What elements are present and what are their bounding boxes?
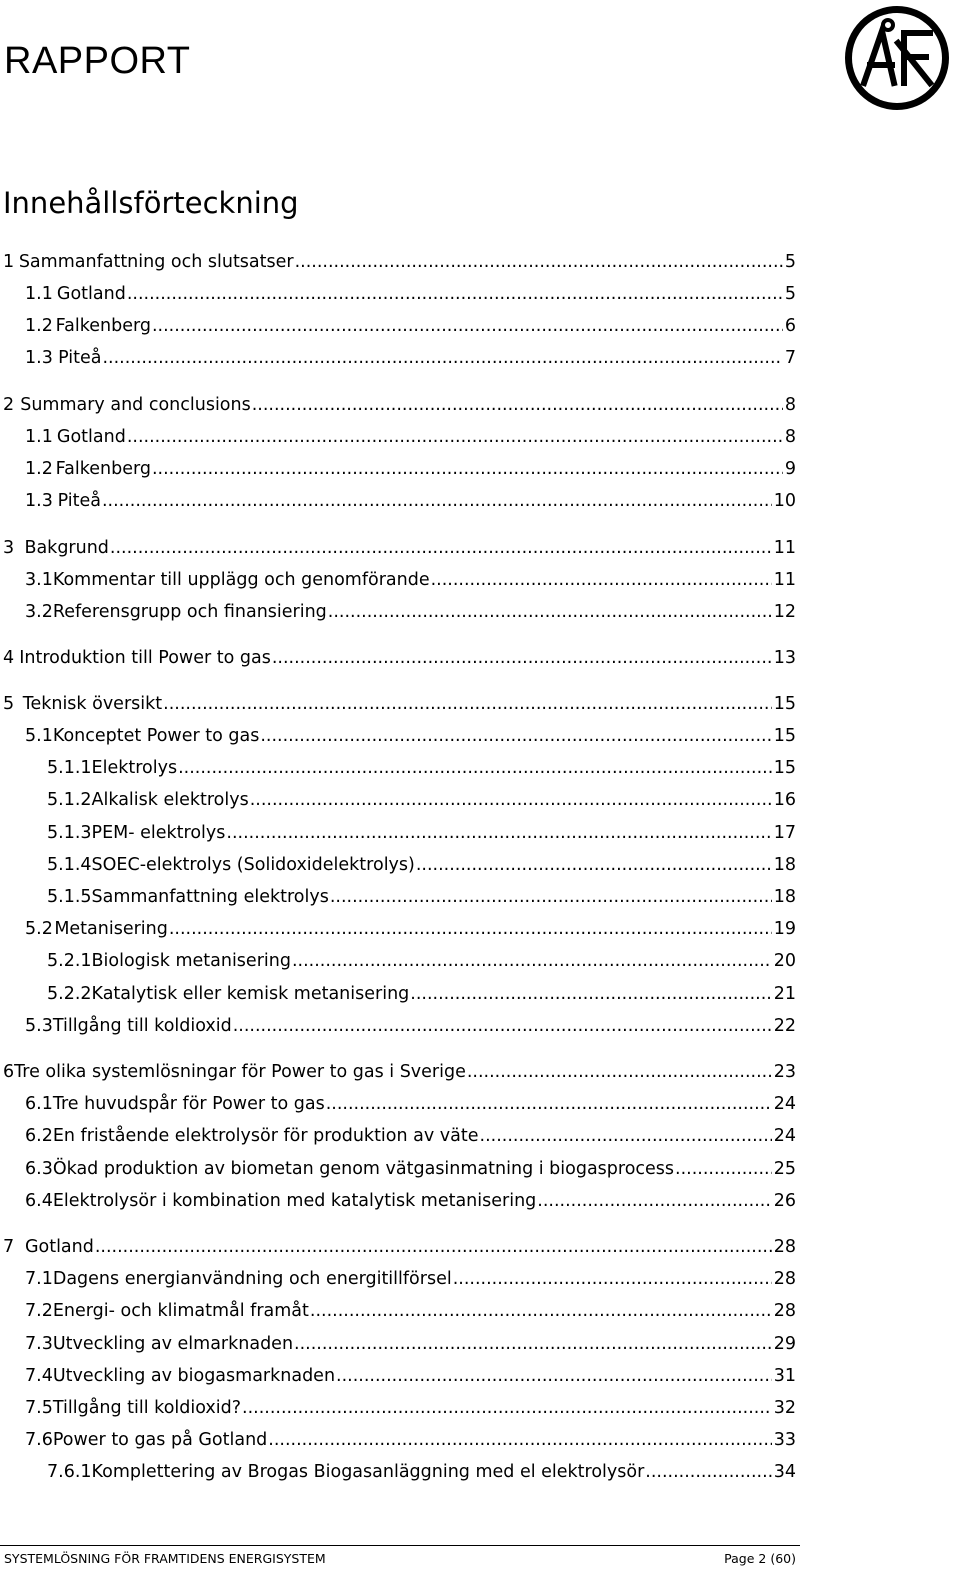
toc-entry-page: 32 (773, 1398, 796, 1418)
toc-entry-number: 6.2 (25, 1126, 53, 1146)
toc-entry[interactable] (47, 787, 796, 813)
toc-entry-number: 1.3 (25, 491, 53, 511)
toc-entry-page: 11 (773, 538, 796, 558)
toc-entry[interactable] (47, 981, 796, 1007)
footer-document-title: SYSTEMLÖSNING FÖR FRAMTIDENS ENERGISYSTEM (4, 1551, 326, 1566)
toc-dot-leader (252, 392, 783, 418)
toc-entry-number: 1.1 (25, 427, 53, 447)
toc-dot-leader (295, 249, 783, 275)
toc-entry-page: 11 (773, 570, 796, 590)
toc-dot-leader (675, 1156, 772, 1182)
toc-entry-label: Tillgång till koldioxid (52, 1016, 232, 1036)
toc-entry-number: 5.1 (25, 726, 53, 746)
toc-entry-label: Utveckling av biogasmarknaden (52, 1366, 336, 1386)
toc-entry-label: Utveckling av elmarknaden (52, 1334, 294, 1354)
toc-entry-number: 2 (3, 395, 15, 415)
toc-entry-page: 24 (773, 1126, 796, 1146)
toc-entry-label: Sammanfattning elektrolys (91, 887, 329, 907)
toc-entry[interactable] (25, 567, 796, 593)
footer-page-number: Page 2 (60) (724, 1551, 796, 1566)
toc-entry-page: 12 (773, 602, 796, 622)
toc-entry-page: 8 (784, 395, 796, 415)
toc-entry-number: 5.3 (25, 1016, 53, 1036)
toc-entry-label: Teknisk översikt (22, 694, 163, 714)
toc-dot-leader (178, 755, 772, 781)
toc-entry-page: 22 (773, 1016, 796, 1036)
toc-entry-label: Tre olika systemlösningar för Power to gas i Sverige (14, 1062, 466, 1082)
toc-entry-label: Gotland (24, 1237, 94, 1257)
toc-dot-leader (250, 787, 772, 813)
toc-entry[interactable] (25, 1266, 796, 1292)
toc-entry-page: 34 (773, 1462, 796, 1482)
toc-entry-page: 15 (773, 726, 796, 746)
toc-entry-page: 9 (784, 459, 796, 479)
toc-dot-leader (336, 1363, 772, 1389)
toc-entry[interactable] (47, 1459, 796, 1485)
toc-dot-leader (453, 1266, 772, 1292)
toc-entry-number: 7.6.1 (47, 1462, 92, 1482)
toc-entry-number: 6.1 (25, 1094, 53, 1114)
toc-dot-leader (152, 313, 783, 339)
toc-entry[interactable] (47, 820, 796, 846)
toc-dot-leader (431, 567, 772, 593)
toc-entry-page: 28 (773, 1269, 796, 1289)
toc-entry[interactable] (25, 1331, 796, 1357)
toc-entry[interactable] (3, 535, 796, 561)
toc-entry-label: Ökad produktion av biometan genom vätgasinmatning i biogasprocess (52, 1159, 675, 1179)
toc-entry-number: 7.4 (25, 1366, 53, 1386)
toc-dot-leader (152, 456, 783, 482)
toc-entry-page: 23 (773, 1062, 796, 1082)
toc-entry-label: Alkalisk elektrolys (91, 790, 249, 810)
toc-entry[interactable] (25, 345, 796, 371)
toc-entry[interactable] (25, 1298, 796, 1324)
toc-dot-leader (260, 723, 771, 749)
toc-dot-leader (95, 1234, 772, 1260)
toc-entry-page: 20 (773, 951, 796, 971)
toc-dot-leader (226, 820, 771, 846)
toc-entry-label: Komplettering av Brogas Biogasanläggning med el elektrolysör (91, 1462, 645, 1482)
toc-entry[interactable] (3, 392, 796, 418)
toc-entry[interactable] (47, 852, 796, 878)
toc-entry-label: Katalytisk eller kemisk metanisering (91, 984, 410, 1004)
toc-dot-leader (110, 535, 772, 561)
toc-entry[interactable] (47, 948, 796, 974)
toc-entry-page: 16 (773, 790, 796, 810)
toc-entry[interactable] (25, 1427, 796, 1453)
toc-entry[interactable] (25, 1156, 796, 1182)
toc-entry-label: Tillgång till koldioxid? (52, 1398, 242, 1418)
toc-entry-label: Falkenberg (55, 316, 151, 336)
toc-entry-label: Sammanfattning och slutsatser (18, 252, 294, 272)
toc-entry-page: 31 (773, 1366, 796, 1386)
toc-entry-label: Bakgrund (24, 538, 109, 558)
toc-title: Innehållsförteckning (3, 186, 299, 220)
toc-entry-number: 1.3 (25, 348, 53, 368)
toc-entry-page: 10 (773, 491, 796, 511)
toc-dot-leader (102, 345, 782, 371)
toc-entry-page: 5 (784, 252, 796, 272)
toc-dot-leader (242, 1395, 772, 1421)
toc-entry-label: Energi- och klimatmål framåt (52, 1301, 309, 1321)
toc-entry-number: 6 (3, 1062, 15, 1082)
toc-dot-leader (645, 1459, 771, 1485)
toc-entry-label: Konceptet Power to gas (52, 726, 260, 746)
toc-entry-number: 5.1.2 (47, 790, 92, 810)
toc-entry[interactable] (25, 313, 796, 339)
toc-entry-number: 7.6 (25, 1430, 53, 1450)
toc-dot-leader (467, 1059, 772, 1085)
toc-entry-number: 5.2.2 (47, 984, 92, 1004)
toc-entry-label: Elektrolysör i kombination med katalytisk metanisering (52, 1191, 537, 1211)
toc-entry-number: 4 (3, 648, 15, 668)
toc-entry-number: 5.1.5 (47, 887, 92, 907)
toc-entry-page: 29 (773, 1334, 796, 1354)
toc-entry-label: Metanisering (54, 919, 168, 939)
toc-entry[interactable] (47, 755, 796, 781)
toc-entry-page: 8 (784, 427, 796, 447)
toc-entry-label: Piteå (58, 348, 102, 368)
toc-dot-leader (416, 852, 772, 878)
toc-entry[interactable] (25, 599, 796, 625)
toc-entry-label: En fristående elektrolysör för produktion av väte (52, 1126, 479, 1146)
toc-entry-number: 7.1 (25, 1269, 53, 1289)
toc-entry-page: 17 (773, 823, 796, 843)
toc-entry[interactable] (25, 1013, 796, 1039)
toc-entry-page: 19 (773, 919, 796, 939)
toc-entry-label: Piteå (57, 491, 101, 511)
toc-dot-leader (310, 1298, 772, 1324)
toc-entry-label: Gotland (56, 284, 126, 304)
toc-entry-page: 21 (773, 984, 796, 1004)
toc-entry-page: 15 (773, 694, 796, 714)
toc-entry[interactable] (25, 1091, 796, 1117)
toc-entry-number: 3.1 (25, 570, 53, 590)
toc-entry[interactable] (25, 281, 796, 307)
toc-entry-number: 7.5 (25, 1398, 53, 1418)
toc-entry[interactable] (25, 916, 796, 942)
toc-entry-page: 7 (784, 348, 796, 368)
toc-entry-page: 33 (773, 1430, 796, 1450)
toc-entry[interactable] (25, 1363, 796, 1389)
toc-dot-leader (326, 1091, 772, 1117)
footer-rule (0, 1545, 800, 1546)
toc-entry[interactable] (25, 424, 796, 450)
toc-entry-page: 13 (773, 648, 796, 668)
toc-dot-leader (102, 488, 772, 514)
toc-dot-leader (272, 645, 772, 671)
toc-dot-leader (294, 1331, 772, 1357)
toc-entry-label: Summary and conclusions (20, 395, 251, 415)
toc-dot-leader (330, 884, 772, 910)
toc-entry-number: 7.2 (25, 1301, 53, 1321)
toc-entry-page: 28 (773, 1301, 796, 1321)
toc-entry-page: 15 (773, 758, 796, 778)
toc-entry-page: 28 (773, 1237, 796, 1257)
toc-entry-label: Introduktion till Power to gas (19, 648, 271, 668)
toc-entry[interactable] (3, 249, 796, 275)
toc-entry-label: Gotland (56, 427, 126, 447)
toc-entry[interactable] (25, 1188, 796, 1214)
toc-entry-number: 1.2 (25, 316, 53, 336)
toc-entry-label: PEM- elektrolys (91, 823, 226, 843)
toc-dot-leader (233, 1013, 772, 1039)
toc-entry[interactable] (3, 691, 796, 717)
toc-entry[interactable] (25, 488, 796, 514)
toc-entry-number: 5.1.3 (47, 823, 92, 843)
toc-entry-number: 6.3 (25, 1159, 53, 1179)
toc-entry-page: 18 (773, 887, 796, 907)
toc-entry[interactable] (25, 1123, 796, 1149)
toc-entry[interactable] (25, 1395, 796, 1421)
toc-entry[interactable] (25, 456, 796, 482)
toc-dot-leader (127, 424, 783, 450)
toc-entry-page: 18 (773, 855, 796, 875)
toc-entry-number: 3.2 (25, 602, 53, 622)
toc-dot-leader (410, 981, 771, 1007)
toc-entry-number: 5.1.4 (47, 855, 92, 875)
toc-entry-label: Referensgrupp och finansiering (52, 602, 327, 622)
toc-entry-page: 5 (784, 284, 796, 304)
toc-entry-number: 1.2 (25, 459, 53, 479)
report-title: RAPPORT (4, 40, 191, 82)
toc-entry-page: 24 (773, 1094, 796, 1114)
toc-dot-leader (328, 599, 772, 625)
toc-dot-leader (537, 1188, 771, 1214)
toc-entry-page: 6 (784, 316, 796, 336)
toc-entry[interactable] (47, 884, 796, 910)
toc-entry[interactable] (3, 1059, 796, 1085)
toc-entry-number: 5.1.1 (47, 758, 92, 778)
toc-entry-number: 6.4 (25, 1191, 53, 1211)
toc-entry[interactable] (25, 723, 796, 749)
toc-entry-page: 26 (773, 1191, 796, 1211)
toc-entry-label: SOEC-elektrolys (Solidoxidelektrolys) (91, 855, 415, 875)
toc-entry-label: Dagens energianvändning och energitillförsel (52, 1269, 452, 1289)
toc-entry-number: 7.3 (25, 1334, 53, 1354)
toc-entry-label: Elektrolys (91, 758, 178, 778)
toc-dot-leader (292, 948, 772, 974)
toc-dot-leader (169, 916, 772, 942)
toc-entry[interactable] (3, 1234, 796, 1260)
toc-entry-number: 1.1 (25, 284, 53, 304)
toc-entry-page: 25 (773, 1159, 796, 1179)
toc-entry-label: Kommentar till upplägg och genomförande (52, 570, 430, 590)
af-logo (842, 3, 952, 113)
toc-entry-label: Power to gas på Gotland (52, 1430, 268, 1450)
toc-dot-leader (268, 1427, 771, 1453)
toc-entry-label: Falkenberg (55, 459, 151, 479)
toc-entry-number: 5 (3, 694, 15, 714)
toc-dot-leader (480, 1123, 772, 1149)
toc-entry-number: 5.2 (25, 919, 53, 939)
toc-entry-number: 7 (3, 1237, 15, 1257)
toc-entry-number: 3 (3, 538, 15, 558)
toc-dot-leader (163, 691, 772, 717)
toc-entry-number: 5.2.1 (47, 951, 92, 971)
toc-entry[interactable] (3, 645, 796, 671)
toc-entry-label: Tre huvudspår för Power to gas (52, 1094, 325, 1114)
toc-entry-label: Biologisk metanisering (91, 951, 291, 971)
toc-entry-number: 1 (3, 252, 15, 272)
toc-dot-leader (127, 281, 783, 307)
